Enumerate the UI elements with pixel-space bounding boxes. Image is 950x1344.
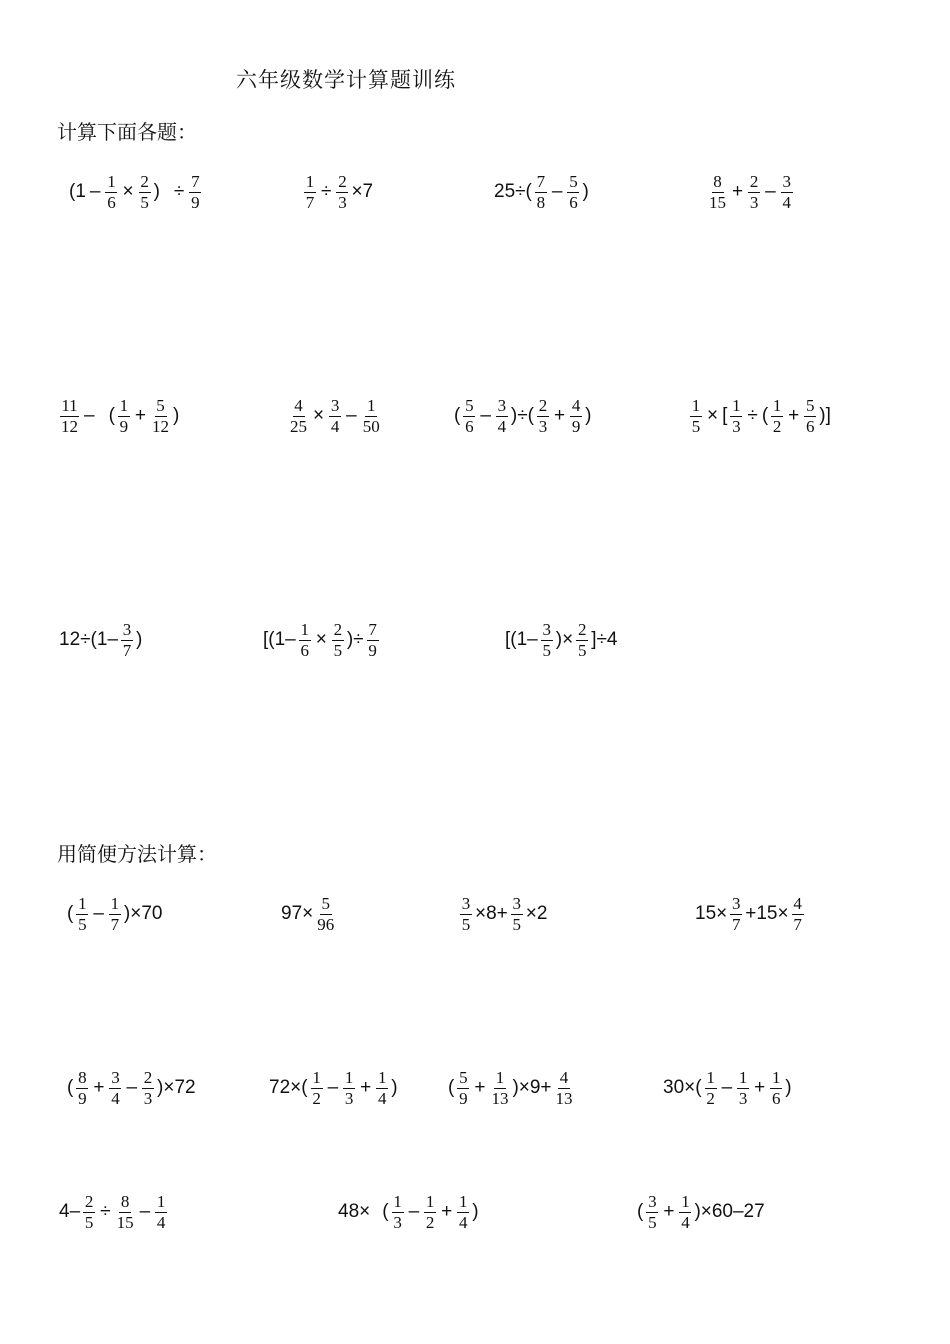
operator: + [441,1201,453,1222]
denominator: 6 [107,192,116,212]
fraction [304,173,316,212]
fraction [555,1069,574,1108]
numerator: 2 [538,395,548,415]
numerator: 1 [691,395,701,415]
expression-text: 4– [59,1201,81,1222]
operator: + [788,405,800,426]
numerator: 2 [333,619,343,639]
operator: × [122,181,134,202]
expression-text: [ [722,405,728,426]
problem-11 [504,614,618,666]
fraction [105,173,117,212]
fraction [109,1069,121,1108]
problem-9 [58,614,143,666]
numerator: 2 [338,171,347,191]
numerator: 8 [78,1067,87,1087]
numerator: 3 [731,893,741,913]
problem-2 [302,166,374,218]
operator: – [89,181,101,202]
numerator: 1 [312,1067,321,1087]
denominator: 9 [119,416,129,436]
numerator: 1 [738,1067,748,1087]
numerator: 1 [772,395,782,415]
expression-text: 72×( [269,1077,308,1098]
denominator: 4 [782,192,791,212]
fraction [142,1069,154,1108]
simplify-problem-10 [337,1186,480,1238]
operator: × [315,629,327,650]
operator: – [480,405,491,426]
denominator: 3 [338,192,347,212]
denominator: 7 [793,914,802,934]
denominator: 12 [152,416,170,436]
fraction [770,1069,782,1108]
simplify-problem-2 [280,888,337,940]
denominator: 7 [305,192,315,212]
fraction [646,1193,658,1232]
problem-5 [58,390,180,442]
expression-text: 25÷( [494,181,532,202]
numerator: 5 [465,395,474,415]
expression-text: )×70 [123,903,163,924]
numerator: 1 [459,1191,468,1211]
denominator: 4 [330,416,340,436]
fraction [376,1069,388,1108]
expression-text: ) [391,1077,398,1098]
operator: + [663,1201,675,1222]
fraction [83,1193,95,1232]
denominator: 8 [536,192,546,212]
fraction [60,397,79,436]
expression-text: )÷( [510,405,534,426]
fraction [748,173,760,212]
denominator: 13 [555,1088,573,1108]
denominator: 2 [312,1088,321,1108]
fraction [570,397,582,436]
simplify-problem-4 [694,888,806,940]
operator: ÷ [100,1201,111,1222]
denominator: 9 [191,192,200,212]
numerator: 8 [713,171,722,191]
expression-text: ( [637,1201,644,1222]
denominator: 3 [393,1212,402,1232]
numerator: 1 [425,1191,435,1211]
denominator: 6 [300,640,309,660]
denominator: 4 [156,1212,166,1232]
fraction [367,621,379,660]
denominator: 5 [648,1212,657,1232]
problem-8 [688,390,832,442]
fraction [424,1193,436,1232]
expression-text: ( [67,1077,74,1098]
numerator: 3 [648,1191,657,1211]
fraction [343,1069,355,1108]
expression-text: [(1– [263,629,296,650]
numerator: 1 [393,1191,402,1211]
fraction [332,621,344,660]
operator: + [474,1077,486,1098]
denominator: 13 [491,1088,509,1108]
numerator: 2 [84,1191,94,1211]
numerator: 3 [461,893,471,913]
simplify-problem-1 [66,888,163,940]
fraction [490,1069,509,1108]
numerator: 4 [793,893,802,913]
denominator: 6 [772,1088,781,1108]
fraction [457,1069,469,1108]
numerator: 3 [330,395,340,415]
expression-text: 48× [338,1201,371,1222]
expression-text: ( [108,405,115,426]
numerator: 1 [344,1067,354,1087]
operator: – [721,1077,733,1098]
denominator: 3 [538,416,548,436]
simplify-problem-6 [268,1062,399,1114]
numerator: 1 [156,1191,166,1211]
expression-text: )× [555,629,574,650]
fraction [311,1069,323,1108]
fraction [708,173,727,212]
numerator: 3 [782,171,791,191]
problem-4 [706,166,795,218]
simplify-problem-7 [447,1062,576,1114]
fraction [730,895,742,934]
expression-text: [(1– [505,629,538,650]
fraction [463,397,475,436]
numerator: 3 [512,893,522,913]
numerator: 1 [300,619,309,639]
denominator: 2 [706,1088,715,1108]
operator: + [360,1077,372,1098]
denominator: 7 [731,914,741,934]
numerator: 1 [732,395,741,415]
operator: – [551,181,563,202]
denominator: 3 [749,192,759,212]
numerator: 2 [749,171,759,191]
expression-text: ) [173,405,180,426]
problem-6 [287,390,383,442]
numerator: 5 [321,893,330,913]
problem-10 [262,614,381,666]
expression-text: ( [67,903,74,924]
fraction [804,397,816,436]
fraction [362,397,381,436]
denominator: 5 [84,1212,94,1232]
operator: – [126,1077,138,1098]
numerator: 2 [140,171,149,191]
denominator: 5 [542,640,551,660]
numerator: 5 [569,171,578,191]
fraction [76,895,88,934]
fraction [576,621,588,660]
numerator: 1 [378,1067,387,1087]
operator: + [554,405,566,426]
denominator: 7 [110,914,120,934]
fraction [537,397,549,436]
numerator: 1 [681,1191,690,1211]
denominator: 5 [78,914,87,934]
numerator: 1 [107,171,116,191]
expression-text: 12÷(1– [59,629,119,650]
fraction [392,1193,404,1232]
operator: × [707,405,719,426]
expression-text: (1 [69,181,86,202]
denominator: 6 [806,416,815,436]
fraction [730,397,742,436]
expression-text: )×60–27 [694,1201,765,1222]
denominator: 4 [681,1212,690,1232]
numerator: 3 [497,395,507,415]
section-heading-simplify: 用简便方法计算： [57,842,217,866]
operator: + [732,181,744,202]
denominator: 15 [116,1212,134,1232]
expression-text: ( [454,405,461,426]
denominator: 5 [691,416,701,436]
operator: ÷ [173,181,185,202]
numerator: 8 [120,1191,130,1211]
denominator: 9 [78,1088,87,1108]
expression-text: ) [785,1077,792,1098]
expression-text: )] [819,405,831,426]
expression-text: )×9+ [512,1077,552,1098]
fraction [109,895,121,934]
expression-text: ) [472,1201,479,1222]
expression-text: 30×( [663,1077,702,1098]
expression-text: ) [585,405,592,426]
expression-text: ) [153,181,160,202]
operator: – [84,405,95,426]
simplify-problem-5 [66,1062,197,1114]
denominator: 9 [368,640,377,660]
denominator: 4 [459,1212,468,1232]
simplify-problem-11 [636,1186,766,1238]
denominator: 9 [571,416,581,436]
numerator: 1 [78,893,87,913]
denominator: 25 [290,416,307,436]
fraction [336,173,348,212]
problem-7 [453,390,592,442]
operator: ÷ [321,181,332,202]
operator: ÷ [747,405,758,426]
expression-text: ×8+ [475,903,508,924]
denominator: 15 [709,192,726,212]
fraction [567,173,579,212]
numerator: 4 [571,395,581,415]
fraction [316,895,335,934]
fraction [151,397,170,436]
expression-text: 97× [281,903,314,924]
fraction [792,895,804,934]
fraction [76,1069,88,1108]
denominator: 5 [333,640,343,660]
fraction [116,1193,135,1232]
expression-text: )÷ [346,629,364,650]
operator: – [408,1201,420,1222]
numerator: 1 [110,893,120,913]
operator: + [754,1077,766,1098]
fraction [541,621,553,660]
denominator: 6 [465,416,474,436]
operator: + [93,1077,105,1098]
fraction [679,1193,691,1232]
denominator: 4 [111,1088,120,1108]
operator: – [93,903,104,924]
fraction [289,397,308,436]
expression-text: ×7 [351,181,374,202]
expression-text: ×2 [525,903,548,924]
simplify-problem-3 [458,888,548,940]
expression-text: ( [382,1201,389,1222]
fraction [189,173,201,212]
fraction [690,397,702,436]
numerator: 11 [61,395,78,415]
page-title: 六年级数学计算题训练 [236,68,456,92]
operator: – [765,181,776,202]
fraction [457,1193,469,1232]
expression-text: 15× [695,903,728,924]
denominator: 2 [772,416,782,436]
expression-text: ) [582,181,589,202]
numerator: 3 [111,1067,120,1087]
denominator: 3 [143,1088,153,1108]
denominator: 5 [512,914,522,934]
fraction [121,621,133,660]
numerator: 1 [495,1067,505,1087]
numerator: 4 [559,1067,569,1087]
numerator: 5 [806,395,815,415]
denominator: 7 [122,640,132,660]
numerator: 1 [119,395,129,415]
denominator: 5 [577,640,587,660]
numerator: 1 [305,171,315,191]
denominator: 96 [317,914,335,934]
numerator: 2 [143,1067,153,1087]
denominator: 12 [61,416,78,436]
denominator: 3 [738,1088,748,1108]
denominator: 5 [461,914,471,934]
section-heading-calculate: 计算下面各题： [57,120,197,144]
numerator: 1 [706,1067,715,1087]
numerator: 3 [542,619,551,639]
fraction [118,397,130,436]
fraction [737,1069,749,1108]
fraction [139,173,151,212]
problem-1 [68,166,203,218]
simplify-problem-8 [662,1062,793,1114]
fraction [460,895,472,934]
operator: + [134,405,147,426]
fraction [705,1069,717,1108]
operator: – [139,1201,151,1222]
problem-3 [493,166,590,218]
numerator: 7 [191,171,200,191]
denominator: 3 [732,416,741,436]
denominator: 50 [362,416,380,436]
expression-text: ) [136,629,143,650]
denominator: 6 [569,192,578,212]
numerator: 1 [366,395,376,415]
fraction [155,1193,167,1232]
expression-text: ( [448,1077,455,1098]
fraction [511,895,523,934]
fraction [781,173,793,212]
numerator: 1 [772,1067,781,1087]
operator: – [327,1077,339,1098]
expression-text: +15× [745,903,789,924]
fraction [496,397,508,436]
denominator: 3 [344,1088,354,1108]
numerator: 5 [459,1067,468,1087]
expression-text: ( [761,405,769,426]
operator: – [346,405,357,426]
fraction [329,397,341,436]
denominator: 2 [425,1212,435,1232]
fraction [771,397,783,436]
denominator: 9 [459,1088,468,1108]
operator: × [313,405,325,426]
numerator: 7 [368,619,377,639]
denominator: 4 [378,1088,387,1108]
expression-text: )×72 [157,1077,196,1098]
numerator: 2 [577,619,587,639]
fraction [299,621,311,660]
denominator: 4 [497,416,507,436]
numerator: 5 [156,395,165,415]
fraction [535,173,547,212]
denominator: 5 [140,192,149,212]
numerator: 3 [122,619,132,639]
numerator: 7 [536,171,546,191]
numerator: 4 [294,395,303,415]
simplify-problem-9 [58,1186,169,1238]
expression-text: ]÷4 [591,629,618,650]
